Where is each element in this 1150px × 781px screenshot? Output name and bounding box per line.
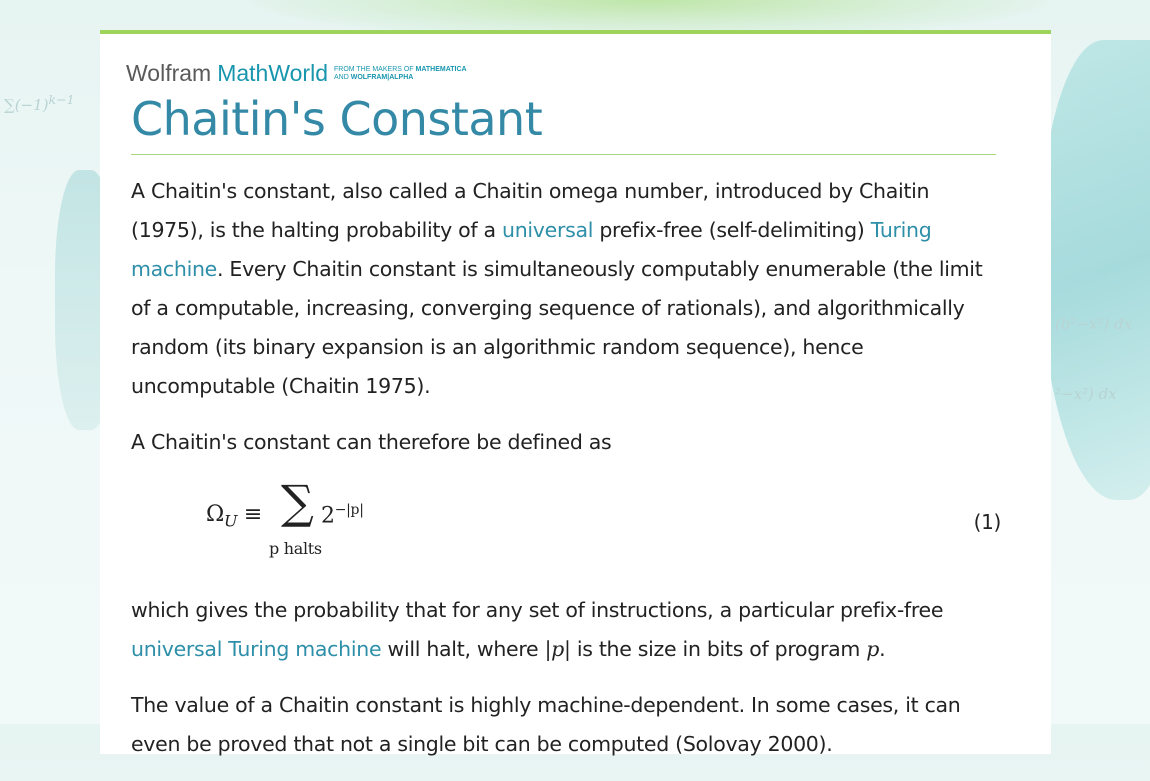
- article-body: [131, 172, 1001, 781]
- logo-mathworld: MathWorld: [217, 60, 328, 86]
- link-universal-turing-machine[interactable]: universal Turing machine: [131, 637, 382, 661]
- page-title: Chaitin's Constant: [131, 92, 543, 146]
- decorative-formula: ²−x²) dx: [1055, 385, 1117, 403]
- logo-wolfram: Wolfram: [126, 60, 212, 86]
- paragraph: The value of a Chaitin constant is highly machine-dependent. In some cases, it can even be proved that not a single bit can be computed (Solovay 2000).: [131, 693, 961, 756]
- equation-number: (1): [973, 510, 1001, 534]
- paragraph: A Chaitin's constant can therefore be defined as: [131, 430, 612, 454]
- logo-tagline: FROM THE MAKERS OF MATHEMATICA AND WOLFRAM|ALPHA: [333, 65, 467, 81]
- equation-rhs: $2^{-|p|}$: [321, 502, 364, 529]
- title-divider: [131, 154, 996, 155]
- link-universal[interactable]: universal: [502, 218, 594, 242]
- equation-lhs: $\Omega_U$ ≡: [206, 502, 262, 531]
- paragraph: A Chaitin's constant, also called a Chaitin omega number, introduced by Chaitin (1975), is the halting probability of a universal prefix-free (self-delimiting) Turing machine. Every Chaitin constant is simultaneously computably enumerable (the limit of a computable, increasing, converging sequence of rationals), and algorithmically random (its binary expansion is an algorithmic random sequence), hence uncomputable (Chaitin 1975).: [131, 179, 983, 398]
- article-card: [100, 30, 1051, 754]
- equation-1: [131, 475, 1001, 585]
- mathworld-logo[interactable]: [126, 60, 467, 87]
- summation-symbol: ∑: [281, 475, 314, 529]
- decorative-surface: [1040, 40, 1150, 500]
- link-turing-machine[interactable]: Turing machine: [131, 218, 932, 281]
- summation-index: p halts: [269, 539, 322, 558]
- decorative-formula: $\sum(-1)^{k-1}$: [4, 92, 75, 114]
- paragraph: which gives the probability that for any set of instructions, a particular prefix-free universal Turing machine will halt, where |p| is the size in bits of program p.: [131, 598, 944, 661]
- decorative-formula: (b²−x²) dx: [1055, 315, 1133, 333]
